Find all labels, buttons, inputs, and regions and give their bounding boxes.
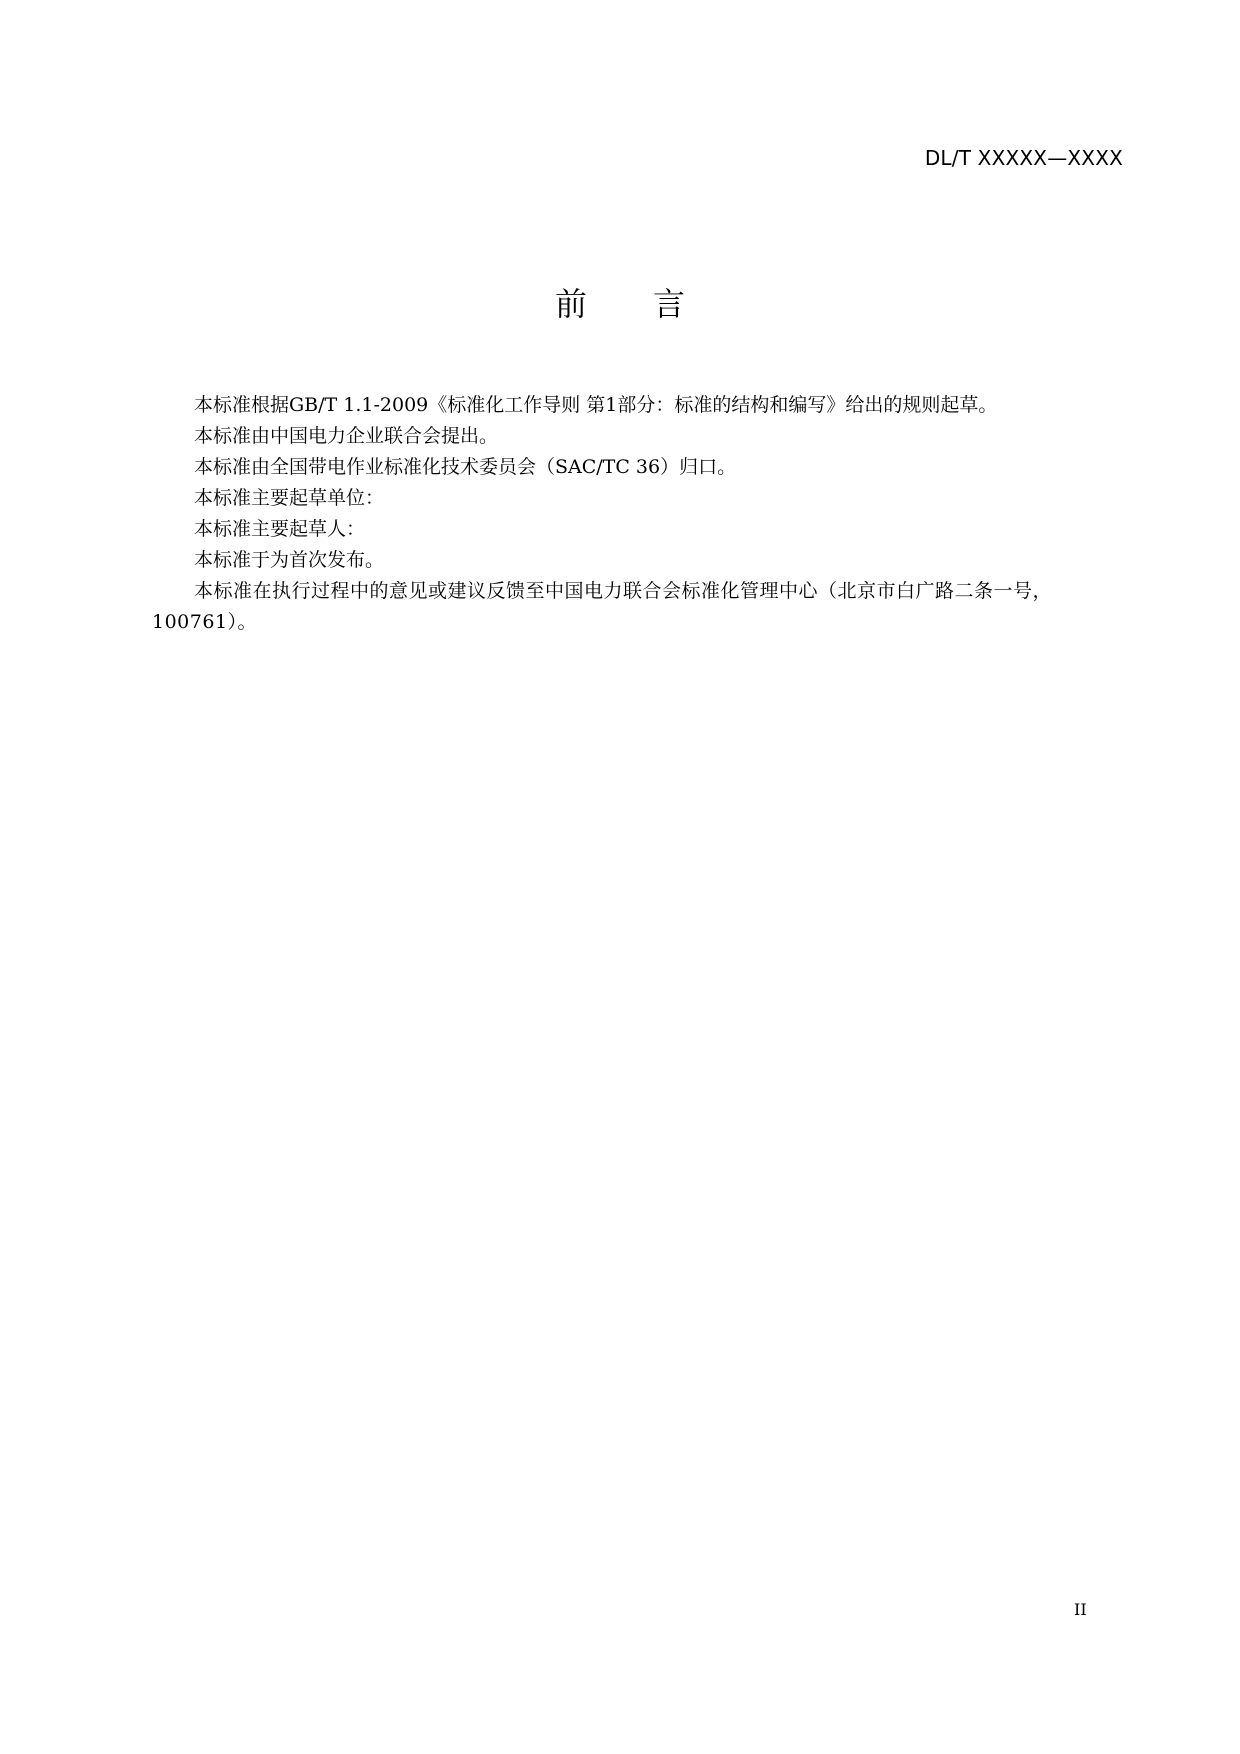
- foreword-title: [0, 279, 1240, 325]
- paragraph-proposed-by: 本标准由中国电力企业联合会提出。: [194, 425, 499, 447]
- standard-code-header: DL/T XXXXX—XXXX: [924, 146, 1123, 170]
- paragraph-first-release: 本标准于为首次发布。: [194, 549, 385, 571]
- foreword-title-char-2: 言: [653, 285, 686, 323]
- foreword-title-char-1: 前: [554, 285, 587, 323]
- paragraph-under-jurisdiction: 本标准由全国带电作业标准化技术委员会（SAC/TC 36）归口。: [194, 456, 737, 478]
- paragraph-feedback-address: 本标准在执行过程中的意见或建议反馈至中国电力联合会标准化管理中心（北京市白广路二条一号，100761）。: [152, 580, 1053, 633]
- paragraph-drafting-rules: 本标准根据GB/T 1.1-2009《标准化工作导则 第1部分：标准的结构和编写》给出的规则起草。: [194, 394, 998, 416]
- foreword-body: [152, 390, 1120, 638]
- paragraph-drafting-units: 本标准主要起草单位：: [194, 487, 385, 509]
- paragraph-drafters: 本标准主要起草人：: [194, 518, 366, 540]
- page-number: II: [1074, 1600, 1087, 1619]
